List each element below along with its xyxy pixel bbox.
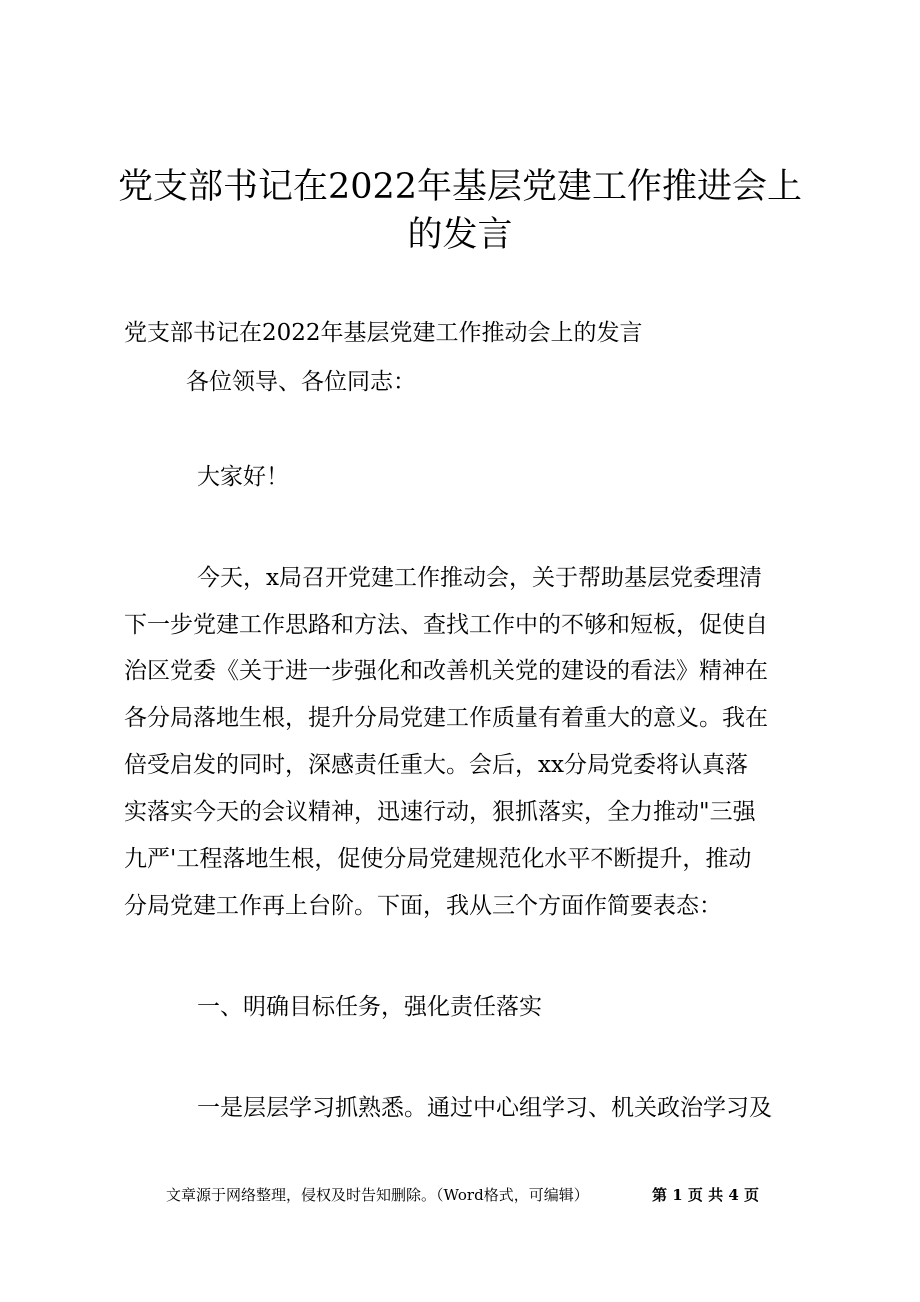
paragraph-line: 今天，x局召开党建工作推动会，关于帮助基层党委理清 <box>197 565 762 591</box>
footer-note: 文章源于网络整理，侵权及时告知删除。（Word格式，可编辑） <box>166 1186 589 1204</box>
paragraph-line: 倍受启发的同时，深感责任重大。会后，xx分局党委将认真落 <box>124 752 748 778</box>
subtitle: 党支部书记在2022年基层党建工作推动会上的发言 <box>124 320 643 346</box>
greeting: 大家好！ <box>197 464 289 490</box>
section-heading: 一、明确目标任务，强化责任落实 <box>197 994 542 1020</box>
paragraph-line: 各分局落地生根，提升分局党建工作质量有着重大的意义。我在 <box>124 705 768 731</box>
document-title-line-2: 的发言 <box>407 215 513 255</box>
paragraph-line: 治区党委《关于进一步强化和改善机关党的建设的看法》精神在 <box>124 658 768 684</box>
paragraph-line: 实落实今天的会议精神，迅速行动，狠抓落实，全力推动"三强 <box>124 799 756 825</box>
paragraph-line: 下一步党建工作思路和方法、查找工作中的不够和短板，促使自 <box>124 612 768 638</box>
paragraph-line: 九严'工程落地生根，促使分局党建规范化水平不断提升，推动 <box>124 846 752 872</box>
salutation: 各位领导、各位同志： <box>186 369 416 395</box>
paragraph-line: 分局党建工作再上台阶。下面，我从三个方面作简要表态： <box>124 893 722 919</box>
document-title-line-1: 党支部书记在2022年基层党建工作推进会上 <box>117 167 803 207</box>
section-first-line: 一是层层学习抓熟悉。通过中心组学习、机关政治学习及 <box>197 1095 772 1121</box>
page-indicator: 第 1 页 共 4 页 <box>652 1186 759 1204</box>
